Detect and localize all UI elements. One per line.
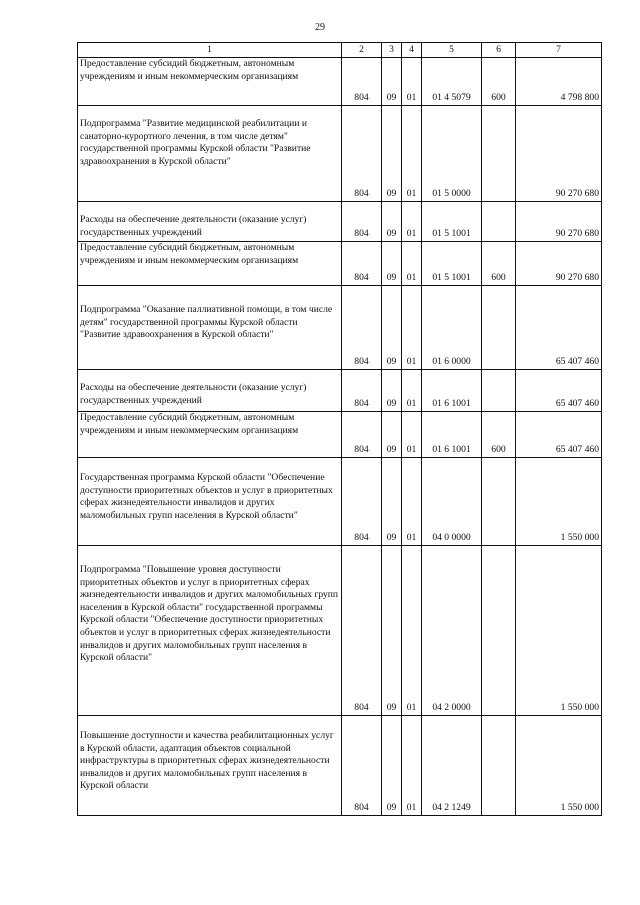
- expense-name: Расходы на обеспечение деятельности (оказание услуг) государственных учреждений: [78, 370, 342, 412]
- csr-code: 04 2 1249: [422, 716, 482, 816]
- pr-code: 01: [402, 458, 422, 546]
- amount: 90 270 680: [516, 242, 602, 286]
- csr-code: 04 2 0000: [422, 546, 482, 716]
- vr-code: [482, 458, 516, 546]
- rz-code: 09: [382, 202, 402, 242]
- vr-code: [482, 286, 516, 370]
- pr-code: 01: [402, 58, 422, 106]
- gr-code: 804: [342, 546, 382, 716]
- rz-code: 09: [382, 412, 402, 458]
- pr-code: 01: [402, 286, 422, 370]
- rz-code: 09: [382, 106, 402, 202]
- table-row: [78, 58, 602, 106]
- table-row: [78, 202, 602, 242]
- expense-name: Государственная программа Курской области "Обеспечение доступности приоритетных объектов и услуг в приоритетных сферах жизнедеятельности инвалидов и других маломобильных групп населения в Курской области": [78, 458, 342, 546]
- csr-code: 04 0 0000: [422, 458, 482, 546]
- rz-code: 09: [382, 58, 402, 106]
- gr-code: 804: [342, 106, 382, 202]
- amount: 90 270 680: [516, 202, 602, 242]
- amount: 65 407 460: [516, 412, 602, 458]
- gr-code: 804: [342, 716, 382, 816]
- table-row: [78, 412, 602, 458]
- pr-code: 01: [402, 546, 422, 716]
- pr-code: 01: [402, 370, 422, 412]
- vr-code: 600: [482, 58, 516, 106]
- pr-code: 01: [402, 716, 422, 816]
- table-row: [78, 242, 602, 286]
- vr-code: [482, 202, 516, 242]
- csr-code: 01 5 1001: [422, 242, 482, 286]
- pr-code: 01: [402, 242, 422, 286]
- column-header: 1: [78, 43, 342, 58]
- expense-name: Подпрограмма "Развитие медицинской реабилитации и санаторно-курортного лечения, в том числе детям" государственной программы Курской области "Развитие здравоохранения в Курской области": [78, 106, 342, 202]
- expense-name: Предоставление субсидий бюджетным, автономным учреждениям и иным некоммерческим организациям: [78, 412, 342, 458]
- column-header: 5: [422, 43, 482, 58]
- expense-name: Подпрограмма "Повышение уровня доступности приоритетных объектов и услуг в приоритетных сферах жизнедеятельности инвалидов и других маломобильных групп населения в Курской области" государственной программы Курской области "Обеспечение доступности приоритетных объектов и услуг в приоритетных сферах жизнедеятельности инвалидов и других маломобильных групп населения в Курской области": [78, 546, 342, 716]
- amount: 65 407 460: [516, 370, 602, 412]
- csr-code: 01 5 0000: [422, 106, 482, 202]
- gr-code: 804: [342, 370, 382, 412]
- csr-code: 01 5 1001: [422, 202, 482, 242]
- expense-name: Предоставление субсидий бюджетным, автономным учреждениям и иным некоммерческим организациям: [78, 242, 342, 286]
- vr-code: [482, 546, 516, 716]
- vr-code: [482, 106, 516, 202]
- amount: 4 798 800: [516, 58, 602, 106]
- vr-code: [482, 370, 516, 412]
- column-header: 7: [516, 43, 602, 58]
- table-row: [78, 458, 602, 546]
- pr-code: 01: [402, 202, 422, 242]
- csr-code: 01 6 1001: [422, 370, 482, 412]
- header-row: [78, 43, 602, 58]
- column-header: 3: [382, 43, 402, 58]
- vr-code: [482, 716, 516, 816]
- table-row: [78, 106, 602, 202]
- budget-table: [77, 42, 602, 816]
- table-row: [78, 716, 602, 816]
- rz-code: 09: [382, 546, 402, 716]
- pr-code: 01: [402, 106, 422, 202]
- amount: 65 407 460: [516, 286, 602, 370]
- column-header: 4: [402, 43, 422, 58]
- gr-code: 804: [342, 458, 382, 546]
- rz-code: 09: [382, 716, 402, 816]
- csr-code: 01 6 1001: [422, 412, 482, 458]
- expense-name: Повышение доступности и качества реабилитационных услуг в Курской области, адаптация объектов социальной инфраструктуры в приоритетных сферах жизнедеятельности инвалидов и других маломобильных групп населения в Курской области: [78, 716, 342, 816]
- gr-code: 804: [342, 58, 382, 106]
- rz-code: 09: [382, 458, 402, 546]
- pr-code: 01: [402, 412, 422, 458]
- rz-code: 09: [382, 242, 402, 286]
- csr-code: 01 6 0000: [422, 286, 482, 370]
- expense-name: Подпрограмма "Оказание паллиативной помощи, в том числе детям" государственной программы Курской области "Развитие здравоохранения в Курской области": [78, 286, 342, 370]
- expense-name: Предоставление субсидий бюджетным, автономным учреждениям и иным некоммерческим организациям: [78, 58, 342, 106]
- rz-code: 09: [382, 370, 402, 412]
- csr-code: 01 4 5079: [422, 58, 482, 106]
- gr-code: 804: [342, 242, 382, 286]
- expense-name: Расходы на обеспечение деятельности (оказание услуг) государственных учреждений: [78, 202, 342, 242]
- gr-code: 804: [342, 202, 382, 242]
- table-row: [78, 370, 602, 412]
- column-header: 2: [342, 43, 382, 58]
- gr-code: 804: [342, 286, 382, 370]
- rz-code: 09: [382, 286, 402, 370]
- amount: 1 550 000: [516, 458, 602, 546]
- amount: 1 550 000: [516, 546, 602, 716]
- vr-code: 600: [482, 412, 516, 458]
- column-header: 6: [482, 43, 516, 58]
- page-number: 29: [315, 22, 325, 33]
- table-row: [78, 286, 602, 370]
- vr-code: 600: [482, 242, 516, 286]
- table-row: [78, 546, 602, 716]
- amount: 1 550 000: [516, 716, 602, 816]
- amount: 90 270 680: [516, 106, 602, 202]
- gr-code: 804: [342, 412, 382, 458]
